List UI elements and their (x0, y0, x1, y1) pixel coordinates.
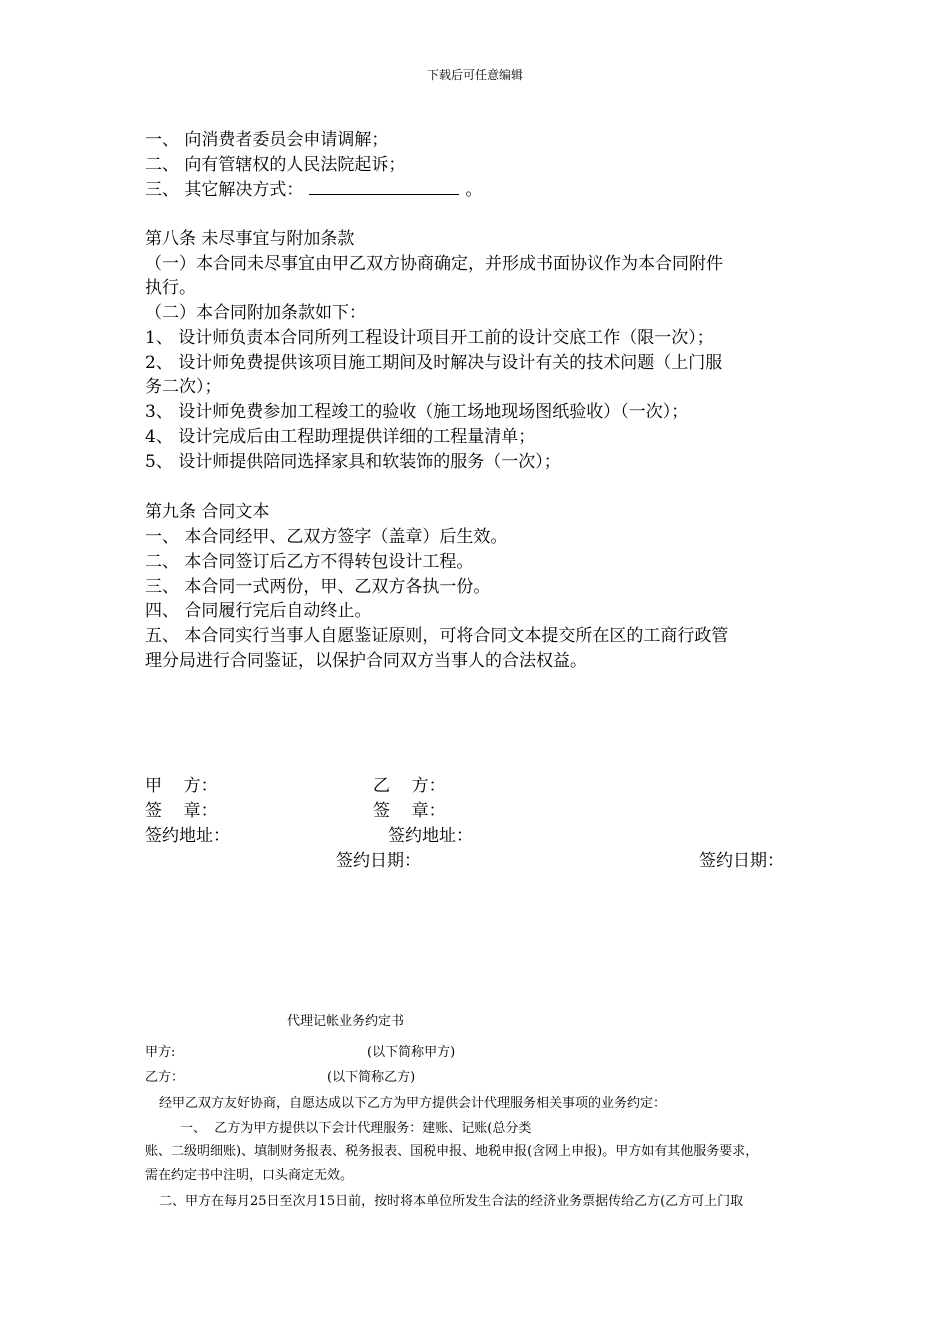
article9-item-1: 一、 本合同经甲、乙双方签字（盖章）后生效。 (145, 527, 508, 547)
article8-title: 第八条 未尽事宜与附加条款 (145, 229, 355, 249)
article8-p2: （二）本合同附加条款如下： (145, 303, 366, 323)
page-header-note: 下载后可任意编辑 (426, 68, 523, 82)
dispute-item-3 (145, 178, 482, 202)
signature-address-b: 签约地址： (388, 826, 473, 846)
dispute-item-3-end: 。 (465, 180, 483, 200)
agreement-party-b-label: 乙方： (145, 1070, 185, 1085)
agreement-item-2: 二、甲方在每月25日至次月15日前，按时将本单位所发生合法的经济业务票据传给乙方(乙方可上门取 (159, 1194, 744, 1209)
agreement-item-1-line1: 一、 乙方为甲方提供以下会计代理服务：建账、记账(总分类 (180, 1121, 532, 1136)
article8-item-5: 5、 设计师提供陪同选择家具和软装饰的服务（一次）； (145, 452, 561, 472)
article9-item-3: 三、 本合同一式两份，甲、乙双方各执一份。 (145, 577, 491, 597)
agreement-title: 代理记帐业务约定书 (287, 1014, 405, 1029)
signature-party-b: 乙 方： (373, 776, 446, 796)
signature-address-a: 签约地址： (145, 826, 230, 846)
agreement-party-b-note: (以下简称乙方) (327, 1070, 416, 1085)
article9-item-4: 四、 合同履行完后自动终止。 (145, 601, 372, 621)
article9-item-5-cont: 理分局进行合同鉴证，以保护合同双方当事人的合法权益。 (145, 651, 587, 671)
signature-date-a: 签约日期： (336, 851, 421, 871)
article9-item-5: 五、 本合同实行当事人自愿鉴证原则，可将合同文本提交所在区的工商行政管 (145, 626, 729, 646)
article9-title: 第九条 合同文本 (145, 502, 270, 522)
article8-item-1: 1、 设计师负责本合同所列工程设计项目开工前的设计交底工作（限一次）； (145, 328, 714, 348)
article8-p1-line1: （一）本合同未尽事宜由甲乙双方协商确定，并形成书面协议作为本合同附件 (145, 254, 723, 274)
dispute-item-3-label: 三、 其它解决方式： (145, 180, 304, 200)
agreement-item-1-line3: 需在约定书中注明，口头商定无效。 (145, 1168, 354, 1183)
dispute-item-1: 一、 向消费者委员会申请调解； (145, 130, 389, 150)
article8-item-2-cont: 务二次）； (145, 377, 222, 397)
agreement-item-1-line2: 账、二级明细账)、填制财务报表、税务报表、国税申报、地税申报(含网上申报)。甲方如有其他服务要求， (145, 1144, 759, 1159)
article9-item-2: 二、 本合同签订后乙方不得转包设计工程。 (145, 552, 474, 572)
article8-p1-line2: 执行。 (145, 278, 196, 298)
agreement-intro: 经甲乙双方友好协商，自愿达成以下乙方为甲方提供会计代理服务相关事项的业务约定： (159, 1096, 667, 1111)
article8-item-3: 3、 设计师免费参加工程竣工的验收（施工场地现场图纸验收）（一次）； (145, 402, 689, 422)
signature-party-a: 甲 方： (145, 776, 218, 796)
article8-item-2: 2、 设计师免费提供该项目施工期间及时解决与设计有关的技术问题（上门服 (145, 353, 723, 373)
signature-date-b: 签约日期： (699, 851, 784, 871)
article8-item-4: 4、 设计完成后由工程助理提供详细的工程量清单； (145, 427, 536, 447)
signature-seal-b: 签 章： (373, 801, 446, 821)
agreement-party-a-note: (以下简称甲方) (367, 1045, 456, 1060)
agreement-party-a-label: 甲方: (145, 1045, 176, 1060)
fill-in-blank[interactable] (309, 178, 459, 195)
signature-seal-a: 签 章： (145, 801, 218, 821)
dispute-item-2: 二、 向有管辖权的人民法院起诉； (145, 155, 406, 175)
